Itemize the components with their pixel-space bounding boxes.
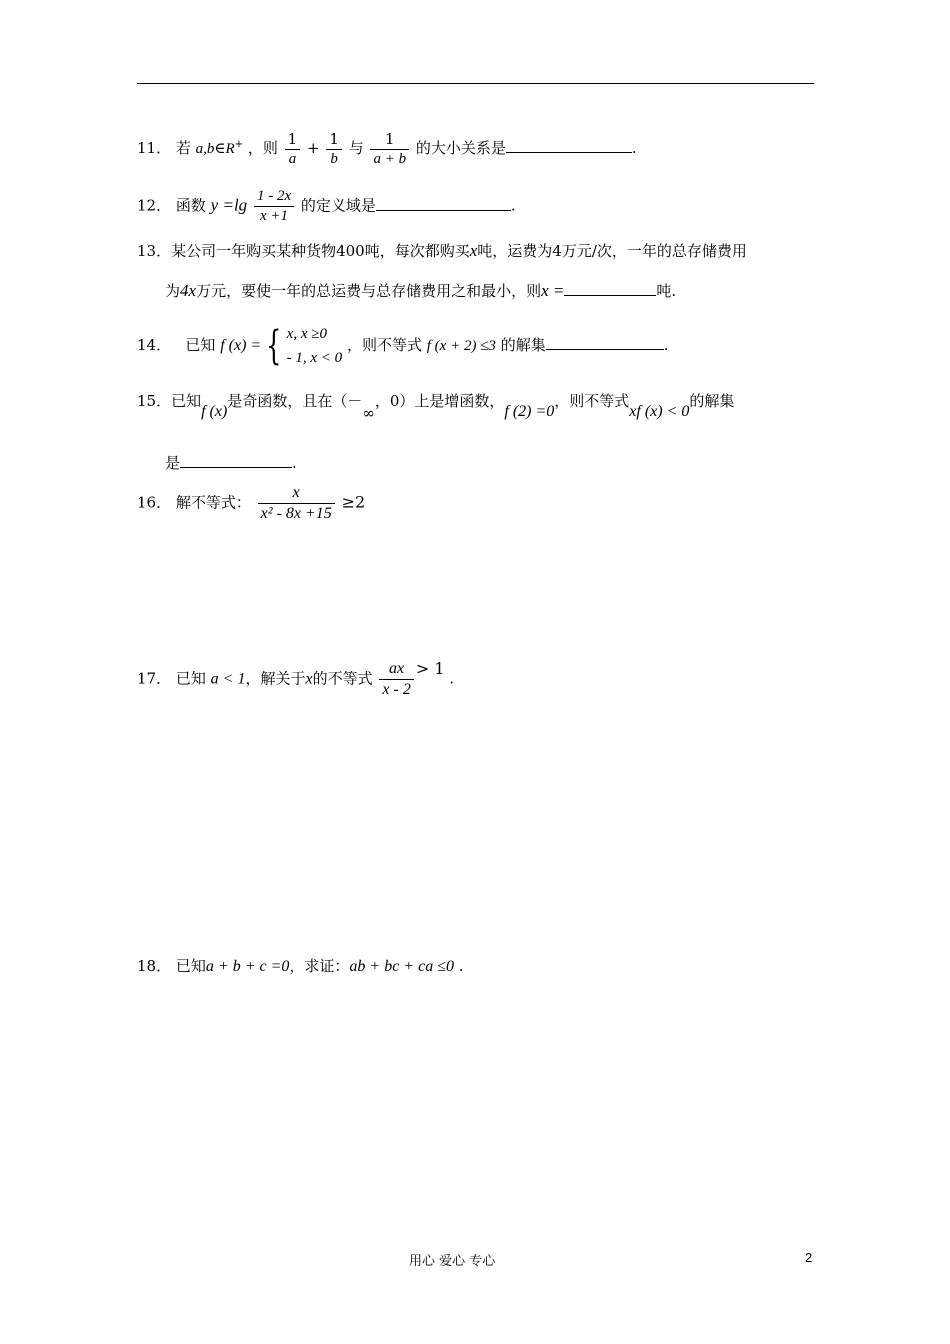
question-number: 12． [137,196,172,215]
math-relation: ≥2 [341,492,366,512]
text: 的不等式 [312,669,373,688]
fraction-log-argument: $\frac{1 - 2x}{x +1}$ [254,188,294,225]
footer-text: 用心 爱心 专心 [409,1254,496,1269]
math-expression: y =lg [210,195,248,215]
question-16 [137,484,365,523]
text: 解不等式： [175,493,251,512]
text: 是 [165,454,181,472]
answer-blank[interactable] [564,295,656,296]
math-expression: f (x) = [220,337,262,354]
question-14 [137,322,669,370]
left-brace-icon: { [266,323,282,369]
text: 函数 [175,196,206,215]
piecewise-cases: x, x ≥0 - 1, x < 0 [286,326,343,366]
math-variable: x [469,241,478,260]
plus-sign: + [307,139,320,157]
math-expression: x = [541,281,565,300]
math-inequality: f (x + 2) ≤3 [426,338,496,354]
math-relation: > 1 [415,658,445,678]
question-12 [137,188,516,225]
question-17 [137,660,454,699]
math-expression: f (x) [201,403,228,420]
math-condition: a < 1 [210,670,246,688]
question-number: 13． [137,242,172,260]
fraction-inequality: $\frac{ax}{x - 2}$ [379,660,413,699]
text: 已知 [175,669,206,688]
text: 吨. [656,282,677,300]
math-expression: 4x [180,281,197,300]
period: . [449,669,455,688]
text: 已知 [185,336,216,354]
math-variable: x [305,670,313,688]
math-expression: f (2) =0 [504,403,555,420]
fraction-1-over-b: $\frac{1}{b}$ [326,130,342,168]
text: 与 [348,139,364,157]
question-number: 11． [137,139,172,157]
fraction-1-over-a-plus-b: $\frac{1}{a + b}$ [370,130,409,168]
question-13-line-2 [165,280,676,301]
math-condition: a,b∈R [195,141,235,157]
question-15-line-1 [137,390,814,422]
math-inequality: xf (x) < 0 [629,403,690,420]
question-15-line-2 [165,452,297,473]
superscript: + [234,139,244,150]
question-number: 15． [137,392,172,410]
text: ，则 [247,139,278,157]
text: ，则不等式 [554,392,630,410]
text: ，解关于 [245,669,306,688]
period: . [663,336,669,354]
period: . [292,454,297,472]
header-rule [137,83,814,84]
text: 的定义域是 [300,196,376,215]
text: 的解集 [500,336,546,354]
question-11 [137,130,637,168]
text: 为 [165,282,181,300]
text: 吨，运费为4万元/次，一年的总存储费用 [477,242,747,260]
answer-blank[interactable] [546,349,664,350]
text: 某公司一年购买某种货物400吨，每次都购买 [171,242,470,260]
period: . [458,957,464,975]
fraction-inequality: $\frac{x}{\text{x² - 8x +15}}$ [258,484,335,523]
text: 是奇函数，且在（－ [227,392,363,410]
text: 的大小关系是 [415,139,506,157]
question-number: 14． [137,336,172,354]
fraction-1-over-a: $\frac{1}{a}$ [285,130,301,168]
answer-blank[interactable] [376,210,511,211]
text: 已知 [171,392,202,410]
answer-blank[interactable] [506,152,632,153]
question-number: 17． [137,669,172,688]
period: . [510,196,516,215]
page-number: 2 [805,1250,813,1265]
infinity-symbol: ∞ [362,404,375,422]
text: ，求证： [289,957,350,975]
question-18 [137,955,464,976]
text: 已知 [175,957,206,975]
question-13-line-1 [137,240,814,261]
text: 万元，要使一年的总运费与总存储费用之和最小，则 [196,282,542,300]
text: ，则不等式 [346,336,422,354]
question-number: 18． [137,957,172,975]
text: 的解集 [689,392,735,410]
math-condition: a + b + c =0 [205,958,290,975]
answer-blank[interactable] [180,467,292,468]
question-number: 16． [137,493,172,512]
text: 若 [175,139,191,157]
period: . [631,139,637,157]
text: ，0）上是增函数， [374,392,505,410]
math-claim: ab + bc + ca ≤0 [349,958,454,975]
